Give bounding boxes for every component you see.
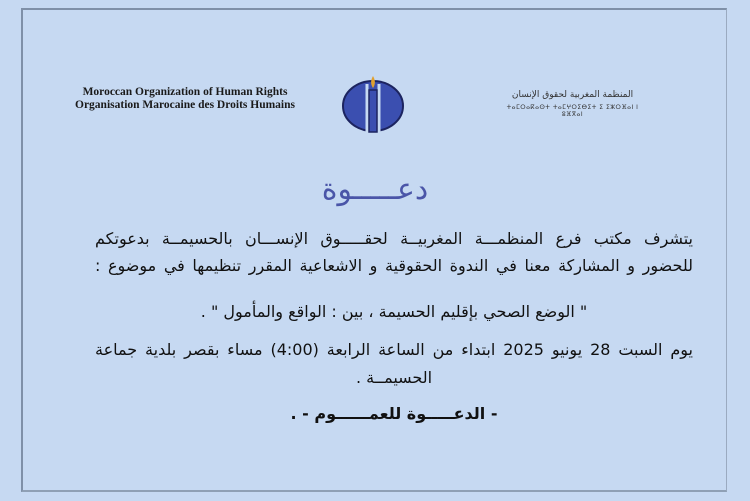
invitation-title: دعـــــوة (321, 172, 429, 207)
omdh-logo-icon (340, 74, 406, 134)
seminar-topic: " الوضع الصحي بإقليم الحسيمة ، بين : الواقع والمأمول " . (200, 302, 588, 321)
org-name-arabic: المنظمة المغربية لحقوق الإنسان (511, 90, 634, 100)
org-name-tifinagh: ⵜⴰⵎⵔⴰⴽⴰⵙⵜ ⵜⴰⵎⵖⵔⵉⴱⵉⵜ ⵉ ⵉⵣⵔⴼⴰⵏ ⵏ ⵓⴼⴳⴰⵏ (506, 104, 639, 118)
closing-line: - الدعـــــوة للعمــــــوم - . (290, 404, 498, 423)
org-name-french: Organisation Marocaine des Droits Humains (75, 99, 295, 111)
date-line-2: الحسيمــة . (355, 368, 433, 387)
invitation-line-2: للحضور و المشاركة معنا في الندوة الحقوقية و الاشعاعية المقرر تنظيمها في موضوع : (95, 256, 693, 275)
invitation-line-1: يتشرف مكتب فرع المنظمـــة المغربيــة لحقـــــوق الإنســـان بالحسيمــة بدعوتكم (95, 229, 693, 248)
org-name-latin (60, 86, 310, 112)
org-name-arabic-logo (500, 90, 645, 118)
org-name-english: Moroccan Organization of Human Rights (82, 86, 288, 98)
date-line-1: يوم السبت 28 يونيو 2025 ابتداء من الساعة الرابعة (4:00) مساء بقصر بلدية جماعة (95, 340, 694, 359)
